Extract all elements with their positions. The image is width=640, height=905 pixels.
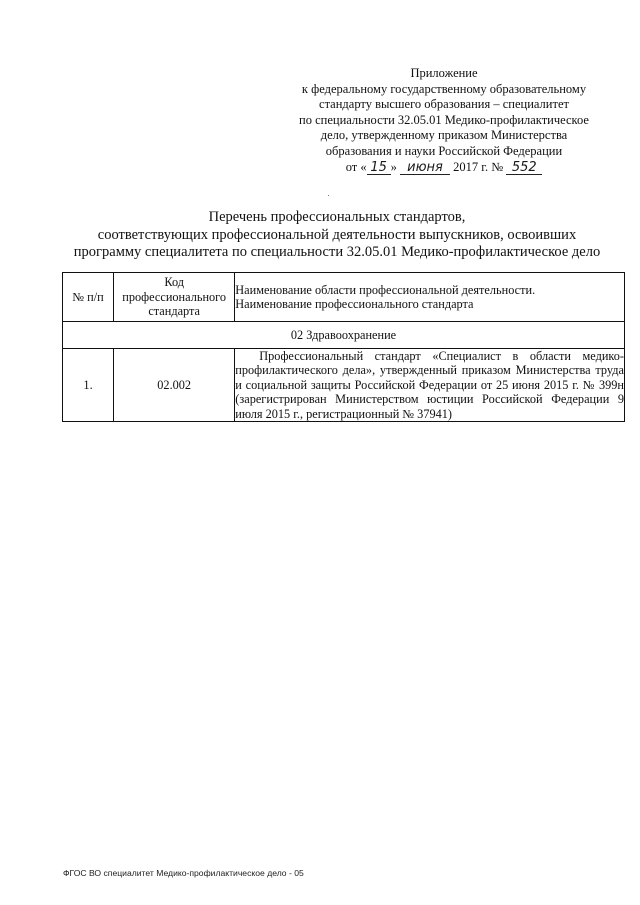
appendix-line: к федеральному государственному образовательному [301,81,587,96]
handwritten-day: 15 [367,161,391,175]
header-number: № п/п [63,273,114,322]
date-prefix: от « [345,159,367,174]
table-row [63,349,625,422]
document-heading [50,209,624,262]
header-code: Код профессионального стандарта [114,273,235,322]
handwritten-month: июня [400,161,450,175]
header-name-line: Наименование области профессиональной деятельности. [235,282,536,297]
section-title: 02 Здравоохранение [63,322,625,349]
row-description [235,349,625,422]
row-number: 1. [63,349,114,422]
standards-table [62,272,625,422]
appendix-line: дело, утвержденному приказом Министерства [320,128,568,143]
row-code: 02.002 [114,349,235,422]
speck [328,195,329,196]
header-name [235,273,625,322]
appendix-line: образования и науки Российской Федерации [325,143,563,158]
table-header-row [63,273,625,322]
appendix-line: стандарту высшего образования – специалитет [319,97,569,112]
date-year: 2017 г. № [453,159,504,174]
appendix-title: Приложение [410,66,478,80]
heading-line: программу специалитета по специальности 32.05.01 Медико-профилактическое дело [73,244,601,260]
page-footer: ФГОС ВО специалитет Медико-профилактическое дело - 05 [63,868,304,878]
handwritten-order-number: 552 [506,161,542,175]
date-mid: » [390,159,397,174]
appendix-line: по специальности 32.05.01 Медико-профилактическое [299,112,589,127]
heading-line: соответствующих профессиональной деятельности выпускников, освоивших [97,226,577,243]
appendix-block [279,66,609,175]
heading-line: Перечень профессиональных стандартов, [208,209,466,225]
order-date-line [279,160,609,176]
header-name-line: Наименование профессионального стандарта [235,297,474,311]
section-row [63,322,625,349]
row-description-text: Профессиональный стандарт «Специалист в области медико-профилактического дела», утвержденный приказом Министерства труда и социальной защиты Российской Федерации от 25 июня 2015 г. № 399н (зарегистрирован Министерством юстиции Российской Федерации 9 июля 2015 г., регистрационный № 37941) [235,349,624,421]
